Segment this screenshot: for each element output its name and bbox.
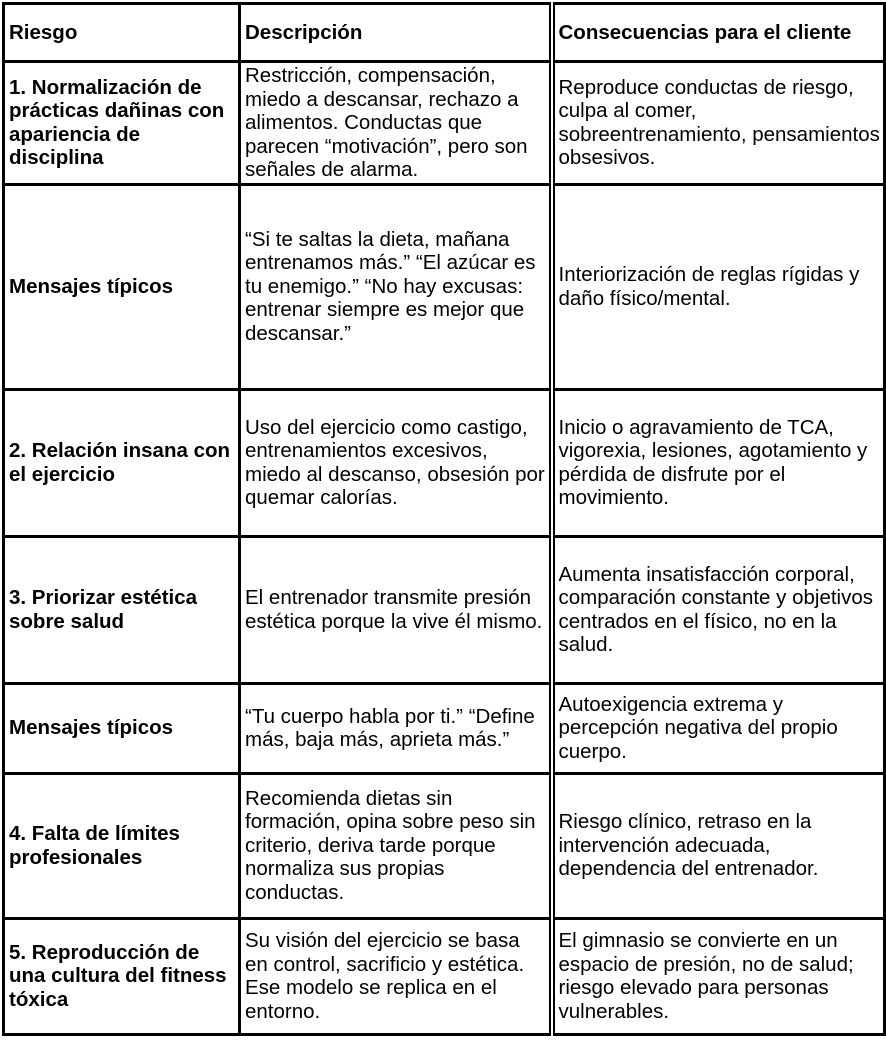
description-cell: Recomienda dietas sin formación, opina sobre peso sin criterio, deriva tarde porque normaliza sus propias conductas. <box>240 773 552 918</box>
header-riesgo: Riesgo <box>4 4 240 62</box>
risk-cell: 1. Normalización de prácticas dañinas con apariencia de disciplina <box>4 62 240 185</box>
description-cell: “Si te saltas la dieta, mañana entrenamos más.” “El azúcar es tu enemigo.” “No hay excusas: entrenar siempre es mejor que descansar.” <box>240 184 552 389</box>
description-cell: “Tu cuerpo habla por ti.” “Define más, baja más, aprieta más.” <box>240 683 552 773</box>
risk-cell: 2. Relación insana con el ejercicio <box>4 389 240 536</box>
header-row <box>4 4 885 62</box>
description-cell: Uso del ejercicio como castigo, entrenamientos excesivos, miedo al descanso, obsesión por quemar calorías. <box>240 389 552 536</box>
risk-cell: Mensajes típicos <box>4 184 240 389</box>
consequence-cell: Inicio o agravamiento de TCA, vigorexia, lesiones, agotamiento y pérdida de disfrute por el movimiento. <box>552 389 885 536</box>
consequence-cell: Autoexigencia extrema y percepción negativa del propio cuerpo. <box>552 683 885 773</box>
consequence-cell: Interiorización de reglas rígidas y daño físico/mental. <box>552 184 885 389</box>
consequence-cell: El gimnasio se convierte en un espacio de presión, no de salud; riesgo elevado para personas vulnerables. <box>552 918 885 1034</box>
risk-table <box>2 2 886 1036</box>
consequence-cell: Aumenta insatisfacción corporal, comparación constante y objetivos centrados en el físico, no en la salud. <box>552 536 885 683</box>
description-cell: Restricción, compensación, miedo a descansar, rechazo a alimentos. Conductas que parecen “motivación”, pero son señales de alarma. <box>240 62 552 185</box>
table-row <box>4 773 885 918</box>
table-row <box>4 536 885 683</box>
consequence-cell: Riesgo clínico, retraso en la intervención adecuada, dependencia del entrenador. <box>552 773 885 918</box>
description-cell: Su visión del ejercicio se basa en control, sacrificio y estética. Ese modelo se replica en el entorno. <box>240 918 552 1034</box>
description-cell: El entrenador transmite presión estética porque la vive él mismo. <box>240 536 552 683</box>
table-row <box>4 389 885 536</box>
header-consecuencias: Consecuencias para el cliente <box>552 4 885 62</box>
risk-cell: 5. Reproducción de una cultura del fitness tóxica <box>4 918 240 1034</box>
consequence-cell: Reproduce conductas de riesgo, culpa al comer, sobreentrenamiento, pensamientos obsesivos. <box>552 62 885 185</box>
header-descripcion: Descripción <box>240 4 552 62</box>
table-row <box>4 918 885 1034</box>
risk-cell: Mensajes típicos <box>4 683 240 773</box>
table-row <box>4 683 885 773</box>
table-row <box>4 62 885 185</box>
risk-cell: 4. Falta de límites profesionales <box>4 773 240 918</box>
table-row <box>4 184 885 389</box>
risk-cell: 3. Priorizar estética sobre salud <box>4 536 240 683</box>
